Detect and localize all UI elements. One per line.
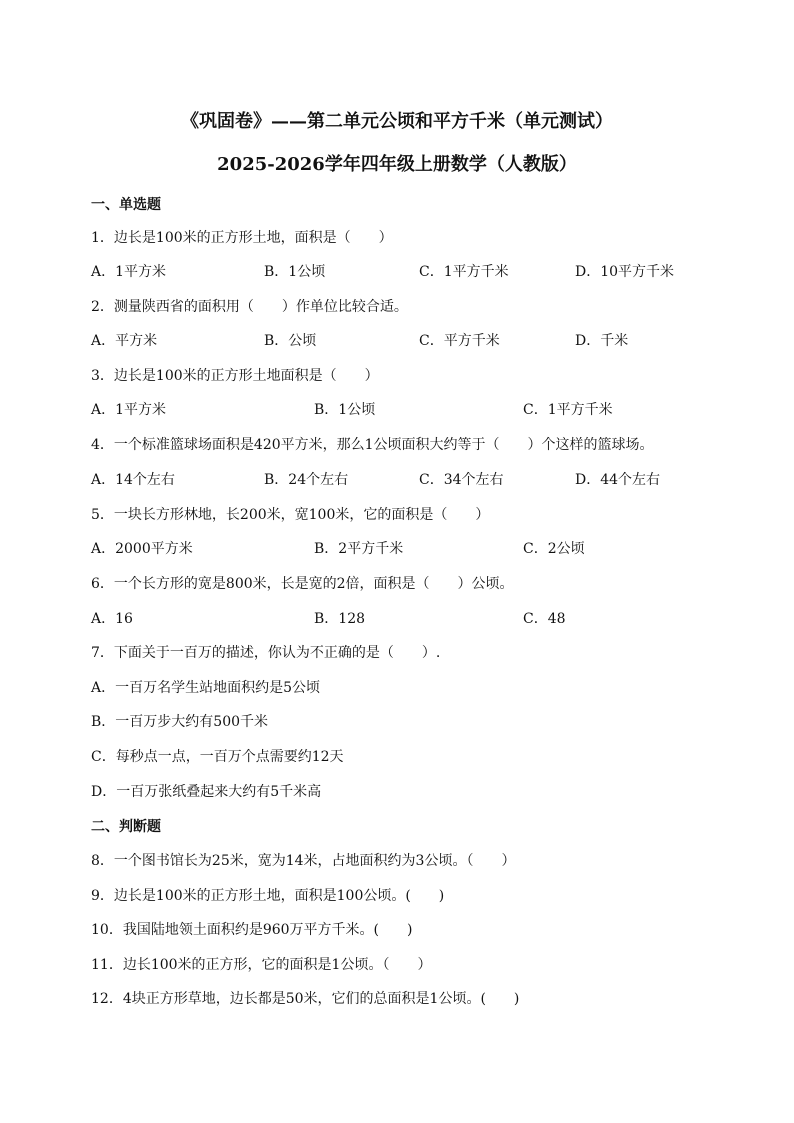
judge-question-9: 9．边长是100米的正方形土地，面积是100公顷。( ) [91, 888, 445, 904]
question-1-option-a[interactable]: A．1平方米 [91, 264, 167, 280]
question-4-option-c[interactable]: C．34个左右 [419, 472, 504, 488]
section-heading-single-choice: 一、单选题 [91, 197, 161, 213]
judge-question-10: 10．我国陆地领土面积约是960万平方千米。( ) [91, 922, 413, 938]
question-5-option-b[interactable]: B．2平方千米 [314, 541, 404, 557]
question-1-option-d[interactable]: D．10平方千米 [575, 264, 675, 280]
question-3-option-a[interactable]: A．1平方米 [91, 402, 167, 418]
question-7-option-d[interactable]: D．一百万张纸叠起来大约有5千米高 [91, 784, 322, 800]
question-1-option-c[interactable]: C．1平方千米 [419, 264, 509, 280]
question-6-option-b[interactable]: B．128 [314, 611, 366, 627]
question-7-stem: 7．下面关于一百万的描述，你认为不正确的是（ ）. [91, 645, 441, 661]
question-1-stem: 1．边长是100米的正方形土地，面积是（ ） [91, 230, 393, 246]
question-4-option-b[interactable]: B．24个左右 [264, 472, 349, 488]
judge-question-8: 8．一个图书馆长为25米，宽为14米，占地面积约为3公顷。（ ） [91, 853, 516, 869]
question-2-stem: 2．测量陕西省的面积用（ ）作单位比较合适。 [91, 299, 408, 315]
question-1-option-b[interactable]: B．1公顷 [264, 264, 326, 280]
question-6-option-c[interactable]: C．48 [523, 611, 566, 627]
question-7-option-b[interactable]: B．一百万步大约有500千米 [91, 714, 269, 730]
judge-question-12: 12．4块正方形草地，边长都是50米，它们的总面积是1公顷。( ) [91, 991, 520, 1007]
question-3-option-b[interactable]: B．1公顷 [314, 402, 376, 418]
question-2-option-b[interactable]: B．公顷 [264, 333, 317, 349]
question-7-option-a[interactable]: A．一百万名学生站地面积约是5公顷 [91, 680, 321, 696]
question-3-option-c[interactable]: C．1平方千米 [523, 402, 613, 418]
question-5-stem: 5．一块长方形林地，长200米，宽100米，它的面积是（ ） [91, 507, 490, 523]
page-title: 《巩固卷》——第二单元公顷和平方千米（单元测试） [181, 111, 613, 132]
question-4-option-d[interactable]: D．44个左右 [575, 472, 661, 488]
question-2-option-d[interactable]: D．千米 [575, 333, 629, 349]
question-3-stem: 3．边长是100米的正方形土地面积是（ ） [91, 368, 379, 384]
question-7-option-c[interactable]: C．每秒点一点，一百万个点需要约12天 [91, 749, 344, 765]
question-6-stem: 6．一个长方形的宽是800米，长是宽的2倍，面积是（ ）公顷。 [91, 576, 514, 592]
question-5-option-c[interactable]: C．2公顷 [523, 541, 585, 557]
question-2-option-a[interactable]: A．平方米 [91, 333, 158, 349]
question-5-option-a[interactable]: A．2000平方米 [91, 541, 193, 557]
question-6-option-a[interactable]: A．16 [91, 611, 133, 627]
question-2-option-c[interactable]: C．平方千米 [419, 333, 500, 349]
question-4-stem: 4．一个标准篮球场面积是420平方米，那么1公顷面积大约等于（ ）个这样的篮球场。 [91, 437, 654, 453]
page-subtitle: 2025-2026学年四年级上册数学（人教版） [217, 154, 577, 175]
question-4-option-a[interactable]: A．14个左右 [91, 472, 175, 488]
judge-question-11: 11．边长100米的正方形，它的面积是1公顷。（ ） [91, 957, 432, 973]
section-heading-true-false: 二、判断题 [91, 819, 161, 835]
